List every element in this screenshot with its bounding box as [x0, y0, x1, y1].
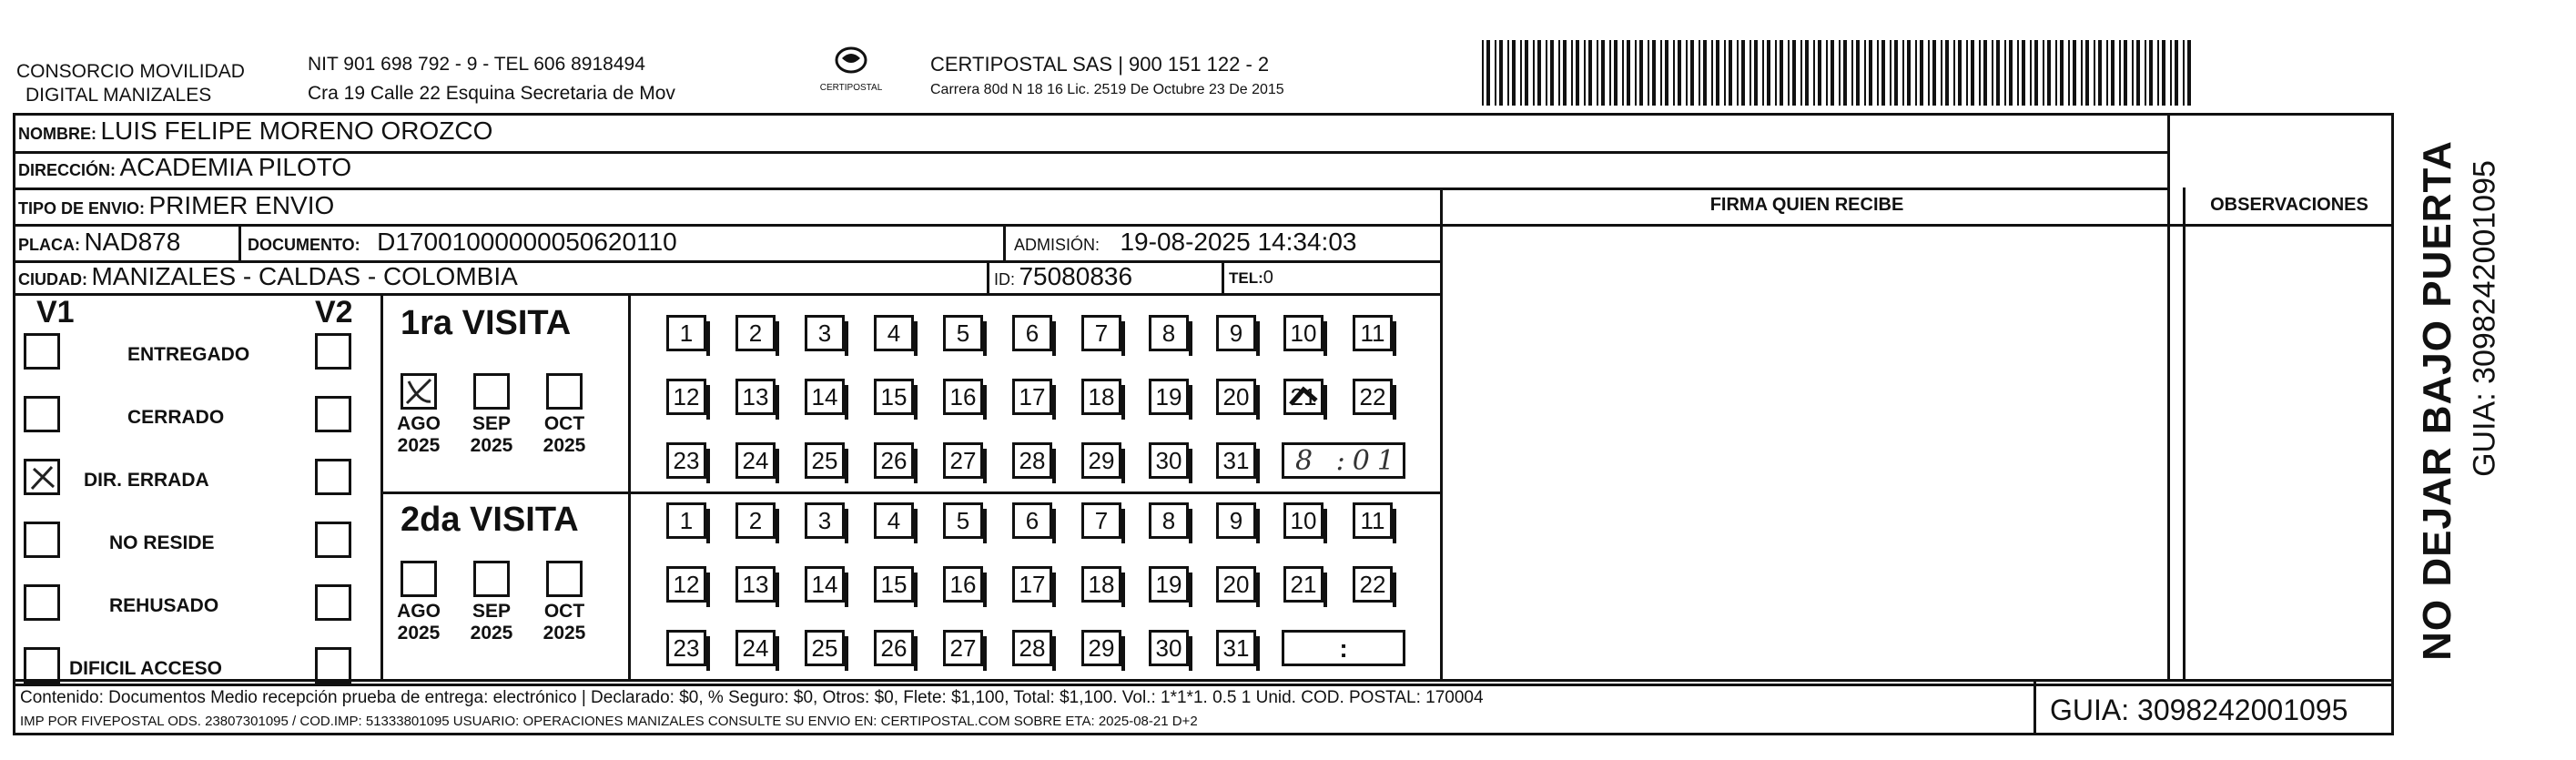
status-option-label: REHUSADO	[109, 595, 219, 616]
day-box[interactable]: 17	[1012, 379, 1052, 415]
barcode-bar	[1724, 40, 1726, 106]
barcode-bar	[1648, 40, 1649, 106]
barcode-bar	[1945, 40, 1949, 106]
status-option-label: CERRADO	[127, 407, 225, 428]
month-year: 2025	[543, 435, 586, 456]
tipo-label: TIPO DE ENVIO:	[18, 199, 146, 218]
day-box[interactable]: 20	[1216, 566, 1256, 603]
v1-header: V1	[36, 295, 75, 329]
day-box[interactable]: 1	[666, 502, 706, 539]
barcode-bar	[1754, 40, 1758, 106]
barcode-bar	[1660, 40, 1662, 106]
barcode-bar	[1813, 40, 1815, 106]
v1-checkbox[interactable]	[24, 522, 60, 558]
day-box[interactable]: 15	[874, 379, 914, 415]
placa-label: PLACA:	[18, 236, 80, 254]
day-box[interactable]: 24	[735, 630, 776, 666]
footer-line-1: Contenido: Documentos Medio recepción prueba de entrega: electrónico | Declarado: $0, % Seguro: $0, Otros: $0, Flete: $1,100, Total: $1,100. Vol.: 1*1*1. 0.5 1 Unid. COD. POSTAL: 170004	[20, 688, 1484, 707]
barcode-bar	[1979, 40, 1981, 106]
v2-checkbox[interactable]	[315, 522, 351, 558]
barcode-bar	[1788, 40, 1790, 106]
day-box[interactable]: 12	[666, 379, 706, 415]
barcode-bar	[1805, 40, 1809, 106]
barcode-bar	[1839, 40, 1841, 106]
company-contact	[308, 53, 675, 106]
month-label	[464, 413, 519, 457]
id-cell	[994, 262, 1132, 291]
tel-label: TEL:	[1229, 269, 1263, 287]
day-box[interactable]: 31	[1216, 630, 1256, 666]
barcode-bar	[1703, 40, 1707, 106]
barcode-bar	[1780, 40, 1783, 106]
admision-value: 19-08-2025 14:34:03	[1120, 228, 1357, 256]
barcode-bar	[1767, 40, 1770, 106]
barcode-bar	[2017, 40, 2019, 106]
v2-checkbox[interactable]	[315, 396, 351, 432]
day-box[interactable]: 6	[1012, 502, 1052, 539]
side-warning	[2407, 137, 2516, 664]
status-option-label: ENTREGADO	[127, 344, 250, 365]
barcode-bar	[2060, 40, 2064, 106]
barcode-bar	[1512, 40, 1516, 106]
v1-checkbox[interactable]	[24, 396, 60, 432]
month-checkbox[interactable]	[473, 373, 510, 410]
barcode-bar	[2004, 40, 2006, 106]
barcode-bar	[1856, 40, 1860, 106]
barcode-bar	[1941, 40, 1942, 106]
day-box[interactable]: 25	[805, 442, 845, 479]
month-year: 2025	[470, 623, 513, 643]
barcode-bar	[1983, 40, 1987, 106]
barcode-bar	[1486, 40, 1490, 106]
barcode-bar	[1639, 40, 1643, 106]
day-box[interactable]: 22	[1353, 566, 1393, 603]
barcode-bar	[1563, 40, 1567, 106]
day-box[interactable]: 8	[1149, 502, 1189, 539]
barcode-bar	[2098, 40, 2102, 106]
month-name: AGO	[397, 413, 441, 434]
barcode-bar	[2187, 40, 2191, 106]
barcode-bar	[1588, 40, 1592, 106]
month-checkbox[interactable]	[401, 373, 437, 410]
day-box[interactable]: 20	[1216, 379, 1256, 415]
barcode	[1482, 40, 2192, 106]
company-line-1: CONSORCIO MOVILIDAD	[16, 61, 245, 82]
barcode-bar	[1737, 40, 1739, 106]
barcode-bar	[1558, 40, 1560, 106]
second-visit-title: 2da VISITA	[401, 501, 579, 539]
observaciones-label: OBSERVACIONES	[2210, 195, 2368, 215]
barcode-bar	[2106, 40, 2108, 106]
barcode-bar	[1851, 40, 1853, 106]
day-box[interactable]: 9	[1216, 315, 1256, 351]
nombre-label: NOMBRE:	[18, 125, 96, 143]
day-box[interactable]: 29	[1081, 442, 1121, 479]
month-label	[537, 413, 592, 457]
day-box[interactable]: 25	[805, 630, 845, 666]
day-box[interactable]: 19	[1149, 566, 1189, 603]
carrier-logo-text: CERTIPOSTAL	[819, 83, 883, 93]
barcode-bar	[1890, 40, 1891, 106]
day-box[interactable]: 8	[1149, 315, 1189, 351]
status-option-label: NO RESIDE	[109, 532, 215, 553]
day-box[interactable]: 26	[874, 630, 914, 666]
month-year: 2025	[397, 435, 441, 456]
v2-checkbox[interactable]	[315, 459, 351, 495]
barcode-image	[1482, 40, 2192, 106]
documento-cell	[248, 228, 677, 257]
barcode-bar	[1996, 40, 2000, 106]
nit-line: NIT 901 698 792 - 9 - TEL 606 8918494	[308, 54, 645, 75]
tel-value: 0	[1263, 268, 1273, 288]
barcode-bar	[1864, 40, 1866, 106]
v1-checkbox[interactable]	[24, 584, 60, 621]
placa-value: NAD878	[84, 228, 181, 256]
day-box[interactable]: 14	[805, 566, 845, 603]
handwritten-x-mark	[403, 376, 434, 407]
id-value: 75080836	[1019, 262, 1133, 290]
admision-cell	[1014, 228, 1356, 257]
barcode-bar	[2157, 40, 2159, 106]
placa-row	[18, 228, 180, 257]
day-box[interactable]: 17	[1012, 566, 1052, 603]
barcode-bar	[2085, 40, 2089, 106]
day-box[interactable]: 5	[943, 315, 983, 351]
barcode-bar	[1741, 40, 1745, 106]
ciudad-row	[18, 262, 518, 291]
barcode-bar	[2170, 40, 2172, 106]
carrier-logo-icon	[833, 46, 869, 78]
barcode-bar	[1686, 40, 1688, 106]
day-box[interactable]: 4	[874, 315, 914, 351]
first-visit-time-box[interactable]	[1282, 442, 1405, 479]
barcode-bar	[1928, 40, 1930, 106]
day-box[interactable]: 18	[1081, 566, 1121, 603]
day-box[interactable]: 21	[1283, 379, 1323, 415]
barcode-bar	[1678, 40, 1681, 106]
barcode-bar	[2081, 40, 2083, 106]
barcode-bar	[1499, 40, 1503, 106]
barcode-bar	[1869, 40, 1872, 106]
v2-checkbox[interactable]	[315, 333, 351, 370]
barcode-bar	[1902, 40, 1904, 106]
barcode-bar	[1609, 40, 1611, 106]
barcode-bar	[1915, 40, 1917, 106]
month-checkbox[interactable]	[546, 561, 583, 597]
barcode-bar	[1614, 40, 1618, 106]
day-box[interactable]: 26	[874, 442, 914, 479]
barcode-bar	[1762, 40, 1764, 106]
barcode-bar	[1826, 40, 1828, 106]
first-visit-time-value: 8 :01	[1295, 445, 1402, 477]
carrier-info	[930, 53, 1284, 98]
barcode-bar	[1652, 40, 1656, 106]
side-guia-text: GUIA: 3098242001095	[2467, 160, 2502, 477]
day-box[interactable]: 2	[735, 315, 776, 351]
tipo-row	[18, 191, 334, 220]
day-box[interactable]: 23	[666, 442, 706, 479]
month-name: OCT	[543, 601, 585, 622]
day-box[interactable]: 1	[666, 315, 706, 351]
barcode-bar	[2030, 40, 2032, 106]
barcode-bar	[1495, 40, 1496, 106]
month-checkbox[interactable]	[473, 561, 510, 597]
status-option-label: DIFICIL ACCESO	[69, 658, 223, 679]
barcode-bar	[1622, 40, 1624, 106]
barcode-bar	[1881, 40, 1885, 106]
day-box[interactable]: 30	[1149, 442, 1189, 479]
barcode-bar	[1992, 40, 1993, 106]
day-box[interactable]: 2	[735, 502, 776, 539]
barcode-bar	[1537, 40, 1541, 106]
barcode-bar	[2175, 40, 2178, 106]
first-visit-title: 1ra VISITA	[401, 304, 572, 342]
barcode-bar	[1792, 40, 1796, 106]
day-box[interactable]: 27	[943, 442, 983, 479]
barcode-bar	[1520, 40, 1522, 106]
barcode-bar	[1525, 40, 1528, 106]
barcode-bar	[1546, 40, 1547, 106]
v1-checkbox[interactable]	[24, 647, 60, 684]
ciudad-value: MANIZALES - CALDAS - COLOMBIA	[91, 262, 518, 290]
carrier-logo	[819, 46, 883, 109]
barcode-bar	[1843, 40, 1847, 106]
direccion-label: DIRECCIÓN:	[18, 161, 116, 179]
day-box[interactable]: 28	[1012, 442, 1052, 479]
barcode-bar	[2145, 40, 2146, 106]
barcode-bar	[1920, 40, 1923, 106]
barcode-bar	[1966, 40, 1968, 106]
barcode-bar	[1716, 40, 1719, 106]
footer-guia: GUIA: 3098242001095	[2050, 694, 2348, 726]
day-box[interactable]: 11	[1353, 502, 1393, 539]
day-box[interactable]: 19	[1149, 379, 1189, 415]
second-visit-time-box[interactable]	[1282, 630, 1405, 666]
day-box[interactable]: 16	[943, 566, 983, 603]
day-box[interactable]: 28	[1012, 630, 1052, 666]
month-name: SEP	[472, 601, 512, 622]
barcode-bar	[1749, 40, 1751, 106]
carrier-address: Carrera 80d N 18 16 Lic. 2519 De Octubre 23 De 2015	[930, 82, 1284, 97]
barcode-bar	[2094, 40, 2095, 106]
id-label: ID:	[994, 270, 1016, 289]
day-box[interactable]: 7	[1081, 502, 1121, 539]
barcode-bar	[2124, 40, 2127, 106]
day-box[interactable]: 27	[943, 630, 983, 666]
direccion-value: ACADEMIA PILOTO	[119, 153, 352, 181]
barcode-bar	[1932, 40, 1936, 106]
barcode-bar	[1571, 40, 1573, 106]
side-warning-text: NO DEJAR BAJO PUERTA	[2415, 140, 2459, 661]
day-box[interactable]: 30	[1149, 630, 1189, 666]
barcode-bar	[1601, 40, 1605, 106]
barcode-bar	[1907, 40, 1911, 106]
day-box[interactable]: 10	[1283, 315, 1323, 351]
day-box[interactable]: 10	[1283, 502, 1323, 539]
barcode-bar	[1584, 40, 1586, 106]
firma-label: FIRMA QUIEN RECIBE	[1709, 195, 1904, 215]
barcode-bar	[2136, 40, 2140, 106]
day-box[interactable]: 4	[874, 502, 914, 539]
barcode-bar	[1729, 40, 1732, 106]
ciudad-label: CIUDAD:	[18, 270, 87, 289]
month-name: SEP	[472, 413, 512, 434]
barcode-bar	[1665, 40, 1668, 106]
day-box[interactable]: 16	[943, 379, 983, 415]
month-year: 2025	[397, 623, 441, 643]
day-box[interactable]: 9	[1216, 502, 1256, 539]
barcode-bar	[2034, 40, 2038, 106]
day-box[interactable]: 23	[666, 630, 706, 666]
month-year: 2025	[543, 623, 586, 643]
barcode-bar	[2183, 40, 2185, 106]
barcode-bar	[1550, 40, 1554, 106]
v1-checkbox[interactable]	[24, 459, 60, 495]
barcode-bar	[2009, 40, 2013, 106]
second-visit-time-value: :	[1339, 634, 1348, 663]
handwritten-x-mark	[26, 461, 57, 492]
barcode-bar	[1877, 40, 1879, 106]
v1-checkbox[interactable]	[24, 333, 60, 370]
barcode-bar	[1627, 40, 1630, 106]
footer-line-2: IMP POR FIVEPOSTAL ODS. 23807301095 / COD.IMP: 51333801095 USUARIO: OPERACIONES MANIZALES CONSULTE SU ENVIO EN: CERTIPOSTAL.COM SOBRE ETA: 2025-08-21 D+2	[20, 714, 1198, 729]
status-option-label: DIR. ERRADA	[84, 470, 209, 491]
address-line: Cra 19 Calle 22 Esquina Secretaria de Mov	[308, 83, 675, 104]
day-box[interactable]: 24	[735, 442, 776, 479]
day-box[interactable]: 7	[1081, 315, 1121, 351]
barcode-bar	[1635, 40, 1637, 106]
barcode-bar	[1831, 40, 1834, 106]
month-label	[537, 601, 592, 644]
day-box[interactable]: 3	[805, 502, 845, 539]
day-box[interactable]: 31	[1216, 442, 1256, 479]
barcode-bar	[1533, 40, 1535, 106]
barcode-bar	[2055, 40, 2057, 106]
barcode-bar	[1576, 40, 1579, 106]
month-name: AGO	[397, 601, 441, 622]
company-line-2: DIGITAL MANIZALES	[25, 85, 212, 106]
day-box[interactable]: 13	[735, 379, 776, 415]
day-box[interactable]: 13	[735, 566, 776, 603]
barcode-bar	[1482, 40, 1484, 106]
day-box[interactable]: 12	[666, 566, 706, 603]
tel-cell	[1229, 268, 1273, 289]
barcode-bar	[2043, 40, 2044, 106]
tipo-value: PRIMER ENVIO	[148, 191, 335, 219]
documento-label: DOCUMENTO:	[248, 236, 360, 254]
barcode-bar	[1818, 40, 1821, 106]
barcode-bar	[1507, 40, 1509, 106]
barcode-bar	[1971, 40, 1974, 106]
barcode-bar	[2022, 40, 2025, 106]
barcode-bar	[2068, 40, 2070, 106]
month-label	[391, 413, 446, 457]
month-checkbox[interactable]	[546, 373, 583, 410]
month-label	[464, 601, 519, 644]
barcode-bar	[1800, 40, 1802, 106]
v2-checkbox[interactable]	[315, 584, 351, 621]
day-box[interactable]: 11	[1353, 315, 1393, 351]
barcode-bar	[2162, 40, 2165, 106]
day-box[interactable]: 22	[1353, 379, 1393, 415]
barcode-bar	[1958, 40, 1962, 106]
day-box[interactable]: 18	[1081, 379, 1121, 415]
barcode-bar	[2111, 40, 2115, 106]
carrier-line: CERTIPOSTAL SAS | 900 151 122 - 2	[930, 53, 1270, 76]
day-box[interactable]: 5	[943, 502, 983, 539]
barcode-bar	[1953, 40, 1955, 106]
month-checkbox[interactable]	[401, 561, 437, 597]
barcode-bar	[2119, 40, 2121, 106]
admision-label: ADMISIÓN:	[1014, 236, 1100, 254]
nombre-value: LUIS FELIPE MORENO OROZCO	[100, 117, 493, 145]
barcode-bar	[1597, 40, 1598, 106]
barcode-bar	[1711, 40, 1713, 106]
documento-value: D17001000000050620110	[377, 228, 677, 256]
barcode-bar	[1775, 40, 1777, 106]
day-box[interactable]: 3	[805, 315, 845, 351]
month-label	[391, 601, 446, 644]
day-box[interactable]: 14	[805, 379, 845, 415]
month-name: OCT	[543, 413, 585, 434]
barcode-bar	[2073, 40, 2076, 106]
day-box[interactable]: 29	[1081, 630, 1121, 666]
barcode-bar	[2132, 40, 2134, 106]
nombre-row	[18, 117, 492, 146]
barcode-bar	[1673, 40, 1675, 106]
day-box[interactable]: 21	[1283, 566, 1323, 603]
barcode-bar	[1690, 40, 1694, 106]
v2-checkbox[interactable]	[315, 647, 351, 684]
barcode-bar	[2149, 40, 2153, 106]
company-name	[16, 60, 245, 107]
day-box[interactable]: 15	[874, 566, 914, 603]
month-year: 2025	[470, 435, 513, 456]
direccion-row	[18, 153, 351, 182]
barcode-bar	[1699, 40, 1700, 106]
day-box[interactable]: 6	[1012, 315, 1052, 351]
v2-header: V2	[315, 295, 353, 329]
barcode-bar	[2047, 40, 2051, 106]
barcode-bar	[1894, 40, 1898, 106]
